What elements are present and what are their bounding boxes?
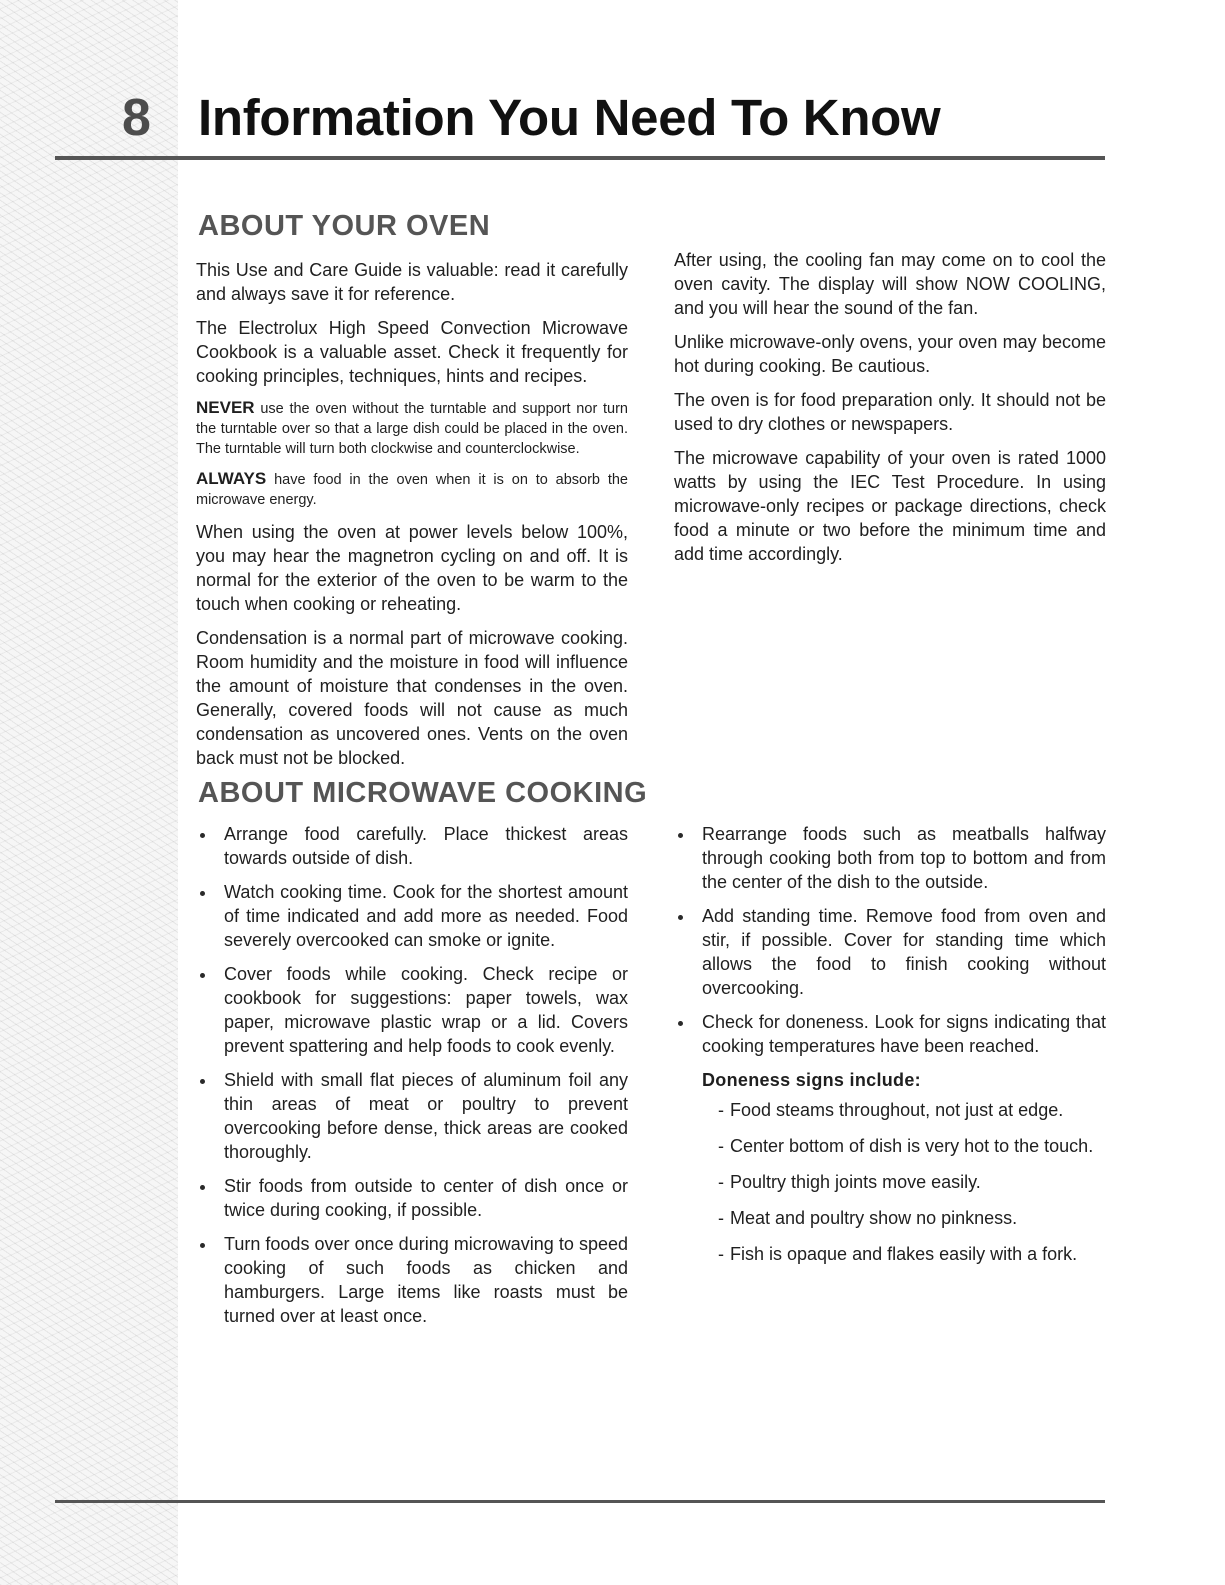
item-text: Watch cooking time. Cook for the shortest amount of time indicated and add more as needed. Food severely overcooked can smoke or ignite.	[224, 882, 628, 950]
item-text: Check for doneness. Look for signs indicating that cooking temperatures have been reached.	[702, 1012, 1106, 1056]
always-label: ALWAYS	[196, 469, 267, 488]
about-microwave-heading: ABOUT MICROWAVE COOKING	[198, 777, 648, 809]
dash-marker: -	[718, 1172, 724, 1192]
doneness-item	[718, 1098, 1106, 1122]
bullet-item	[674, 1010, 1106, 1058]
bullet-list-right	[674, 822, 1106, 1058]
bullet-icon	[200, 1185, 205, 1190]
microwave-column-right	[674, 822, 1106, 1278]
paragraph: This Use and Care Guide is valuable: read it carefully and always save it for reference.	[196, 260, 628, 304]
item-text: Food steams throughout, not just at edge.	[730, 1100, 1064, 1120]
paragraph-condensation: Condensation is a normal part of microwave cooking. Room humidity and the moisture in food will influence the amount of moisture that condenses in the oven. Generally, covered foods will not cause as much condensation as uncovered ones. Vents on the oven back must not be blocked.	[196, 628, 628, 768]
always-text: have food in the oven when it is on to absorb the microwave energy.	[196, 472, 628, 508]
always-warning	[196, 469, 628, 510]
page-title: Information You Need To Know	[198, 89, 941, 146]
page-number: 8	[122, 89, 151, 147]
paragraph: The Electrolux High Speed Convection Microwave Cookbook is a valuable asset. Check it frequently for cooking principles, techniques, hints and recipes.	[196, 318, 628, 386]
bullet-icon	[200, 891, 205, 896]
dash-marker: -	[718, 1100, 724, 1120]
paragraph: The oven is for food preparation only. It should not be used to dry clothes or newspapers.	[674, 390, 1106, 434]
paragraph: After using, the cooling fan may come on to cool the oven cavity. The display will show NOW COOLING, and you will hear the sound of the fan.	[674, 250, 1106, 318]
doneness-item	[718, 1170, 1106, 1194]
about-oven-column-left	[196, 258, 628, 780]
bullet-icon	[678, 1021, 683, 1026]
paragraph: When using the oven at power levels below 100%, you may hear the magnetron cycling on and off. It is normal for the exterior of the oven to be warm to the touch when cooking or reheating.	[196, 522, 628, 614]
about-oven-column-right	[674, 248, 1106, 576]
bullet-item	[196, 880, 628, 952]
doneness-item	[718, 1134, 1106, 1158]
bullet-item	[196, 962, 628, 1058]
bullet-item	[196, 1174, 628, 1222]
bullet-list-left	[196, 822, 628, 1328]
item-text: Rearrange foods such as meatballs halfway through cooking both from top to bottom and from the center of the dish to the outside.	[702, 824, 1106, 892]
item-text: Fish is opaque and flakes easily with a fork.	[730, 1244, 1078, 1264]
bullet-icon	[200, 833, 205, 838]
dash-marker: -	[718, 1244, 724, 1264]
left-margin-texture	[0, 0, 178, 1585]
doneness-heading: Doneness signs include:	[702, 1070, 921, 1090]
never-label: NEVER	[196, 398, 255, 417]
dash-marker: -	[718, 1136, 724, 1156]
microwave-column-left	[196, 822, 628, 1338]
header-rule	[55, 156, 1105, 160]
bullet-item	[196, 1068, 628, 1164]
never-text: use the oven without the turntable and support nor turn the turntable over so that a large dish could be placed in the oven. The turntable will turn both clockwise and counterclockwise.	[196, 401, 628, 457]
item-text: Shield with small flat pieces of aluminum foil any thin areas of meat or poultry to prevent overcooking before dense, thick areas are cooked thoroughly.	[224, 1070, 628, 1162]
item-text: Center bottom of dish is very hot to the touch.	[730, 1136, 1094, 1156]
item-text: Cover foods while cooking. Check recipe or cookbook for suggestions: paper towels, wax paper, microwave plastic wrap or a lid. Covers prevent spattering and help foods to cook evenly.	[224, 964, 628, 1056]
about-oven-heading: ABOUT YOUR OVEN	[198, 210, 491, 242]
bullet-icon	[678, 833, 683, 838]
item-text: Meat and poultry show no pinkness.	[730, 1208, 1018, 1228]
bullet-item	[674, 822, 1106, 894]
bullet-icon	[200, 1243, 205, 1248]
bullet-item	[196, 1232, 628, 1328]
bullet-item	[674, 904, 1106, 1000]
doneness-item	[718, 1206, 1106, 1230]
item-text: Stir foods from outside to center of dish once or twice during cooking, if possible.	[224, 1176, 628, 1220]
doneness-item	[718, 1242, 1106, 1266]
paragraph: Unlike microwave-only ovens, your oven may become hot during cooking. Be cautious.	[674, 332, 1106, 376]
footer-rule	[55, 1500, 1105, 1503]
bullet-icon	[200, 973, 205, 978]
paragraph: The microwave capability of your oven is rated 1000 watts by using the IEC Test Procedure. In using microwave-only recipes or package directions, check food a minute or two before the minimum time and add time accordingly.	[674, 448, 1106, 564]
item-text: Turn foods over once during microwaving to speed cooking of such foods as chicken and hamburgers. Large items like roasts must be turned over at least once.	[224, 1234, 628, 1326]
item-text: Arrange food carefully. Place thickest areas towards outside of dish.	[224, 824, 628, 868]
never-warning	[196, 398, 628, 459]
bullet-icon	[678, 915, 683, 920]
doneness-list	[718, 1098, 1106, 1266]
bullet-item	[196, 822, 628, 870]
item-text: Poultry thigh joints move easily.	[730, 1172, 981, 1192]
bullet-icon	[200, 1079, 205, 1084]
dash-marker: -	[718, 1208, 724, 1228]
item-text: Add standing time. Remove food from oven and stir, if possible. Cover for standing time which allows the food to finish cooking without overcooking.	[702, 906, 1106, 998]
